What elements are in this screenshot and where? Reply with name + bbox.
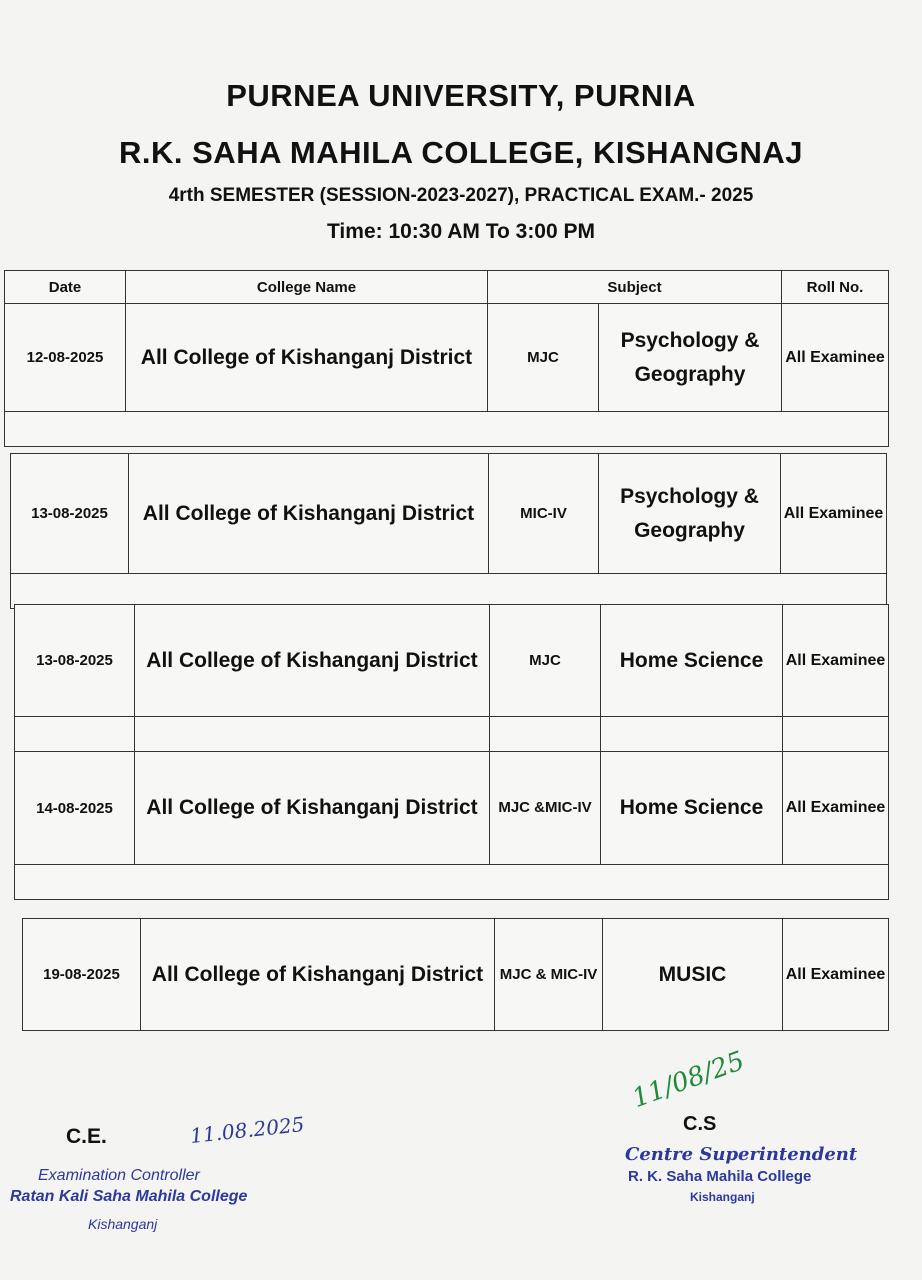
cs-label: C.S	[683, 1113, 717, 1135]
row-subject: Home Science	[601, 605, 783, 717]
column-header-roll-no: Roll No.	[782, 271, 889, 304]
cs-stamp-college: R. K. Saha Mahila College	[628, 1168, 812, 1185]
row-college: All College of Kishanganj District	[135, 605, 490, 717]
row-roll: All Examinee	[781, 454, 887, 574]
row-college: All College of Kishanganj District	[135, 752, 490, 865]
spacer-cell	[601, 717, 783, 752]
spacer-row	[15, 865, 889, 900]
row-date: 13-08-2025	[15, 605, 135, 717]
row-subject: Home Science	[601, 752, 783, 865]
spacer-cell	[15, 717, 135, 752]
table-row	[11, 454, 887, 574]
row-date: 12-08-2025	[5, 304, 126, 412]
spacer-cell	[15, 865, 889, 900]
exam-title: 4rth SEMESTER (SESSION-2023-2027), PRACTICAL EXAM.- 2025	[168, 185, 754, 206]
schedule-table-3	[14, 604, 889, 900]
spacer-cell	[5, 412, 889, 447]
row-roll: All Examinee	[783, 752, 889, 865]
row-roll: All Examinee	[782, 304, 889, 412]
row-date: 19-08-2025	[23, 919, 141, 1031]
spacer-cell	[490, 717, 601, 752]
ce-signature: 11.08.2025	[189, 1112, 306, 1148]
ce-stamp-place: Kishanganj	[88, 1216, 158, 1232]
cs-stamp-place: Kishanganj	[690, 1190, 755, 1204]
row-subject: MUSIC	[603, 919, 783, 1031]
cs-signature: 11/08/25	[628, 1045, 749, 1115]
exam-time: Time: 10:30 AM To 3:00 PM	[326, 220, 596, 243]
schedule-table-4	[22, 918, 889, 1031]
table-row	[15, 752, 889, 865]
row-paper-code: MJC &MIC-IV	[490, 752, 601, 865]
university-title: PURNEA UNIVERSITY, PURNIA	[226, 78, 696, 113]
row-date: 14-08-2025	[15, 752, 135, 865]
row-paper-code: MJC	[488, 304, 599, 412]
table-header-row	[5, 271, 889, 304]
college-title: R.K. SAHA MAHILA COLLEGE, KISHANGNAJ	[119, 135, 803, 170]
column-header-college-name: College Name	[126, 271, 488, 304]
row-date: 13-08-2025	[11, 454, 129, 574]
column-header-subject: Subject	[488, 271, 782, 304]
row-paper-code: MJC	[490, 605, 601, 717]
spacer-cell	[135, 717, 490, 752]
column-header-date: Date	[5, 271, 126, 304]
row-paper-code: MIC-IV	[489, 454, 599, 574]
schedule-table-1	[4, 270, 889, 447]
row-roll: All Examinee	[783, 605, 889, 717]
row-college: All College of Kishanganj District	[126, 304, 488, 412]
ce-label: C.E.	[66, 1125, 107, 1148]
spacer-cell	[783, 717, 889, 752]
spacer-row	[5, 412, 889, 447]
cs-stamp-title: Centre Superintendent	[625, 1144, 858, 1165]
row-roll: All Examinee	[783, 919, 889, 1031]
row-college: All College of Kishanganj District	[129, 454, 489, 574]
ce-stamp-title: Examination Controller	[38, 1167, 200, 1184]
table-row	[23, 919, 889, 1031]
ce-stamp-college: Ratan Kali Saha Mahila College	[10, 1188, 248, 1205]
row-subject: Psychology & Geography	[599, 304, 782, 412]
row-subject: Psychology & Geography	[599, 454, 781, 574]
table-row	[15, 605, 889, 717]
row-college: All College of Kishanganj District	[141, 919, 495, 1031]
spacer-row	[15, 717, 889, 752]
schedule-table-2	[10, 453, 887, 609]
row-paper-code: MJC & MIC-IV	[495, 919, 603, 1031]
table-row	[5, 304, 889, 412]
